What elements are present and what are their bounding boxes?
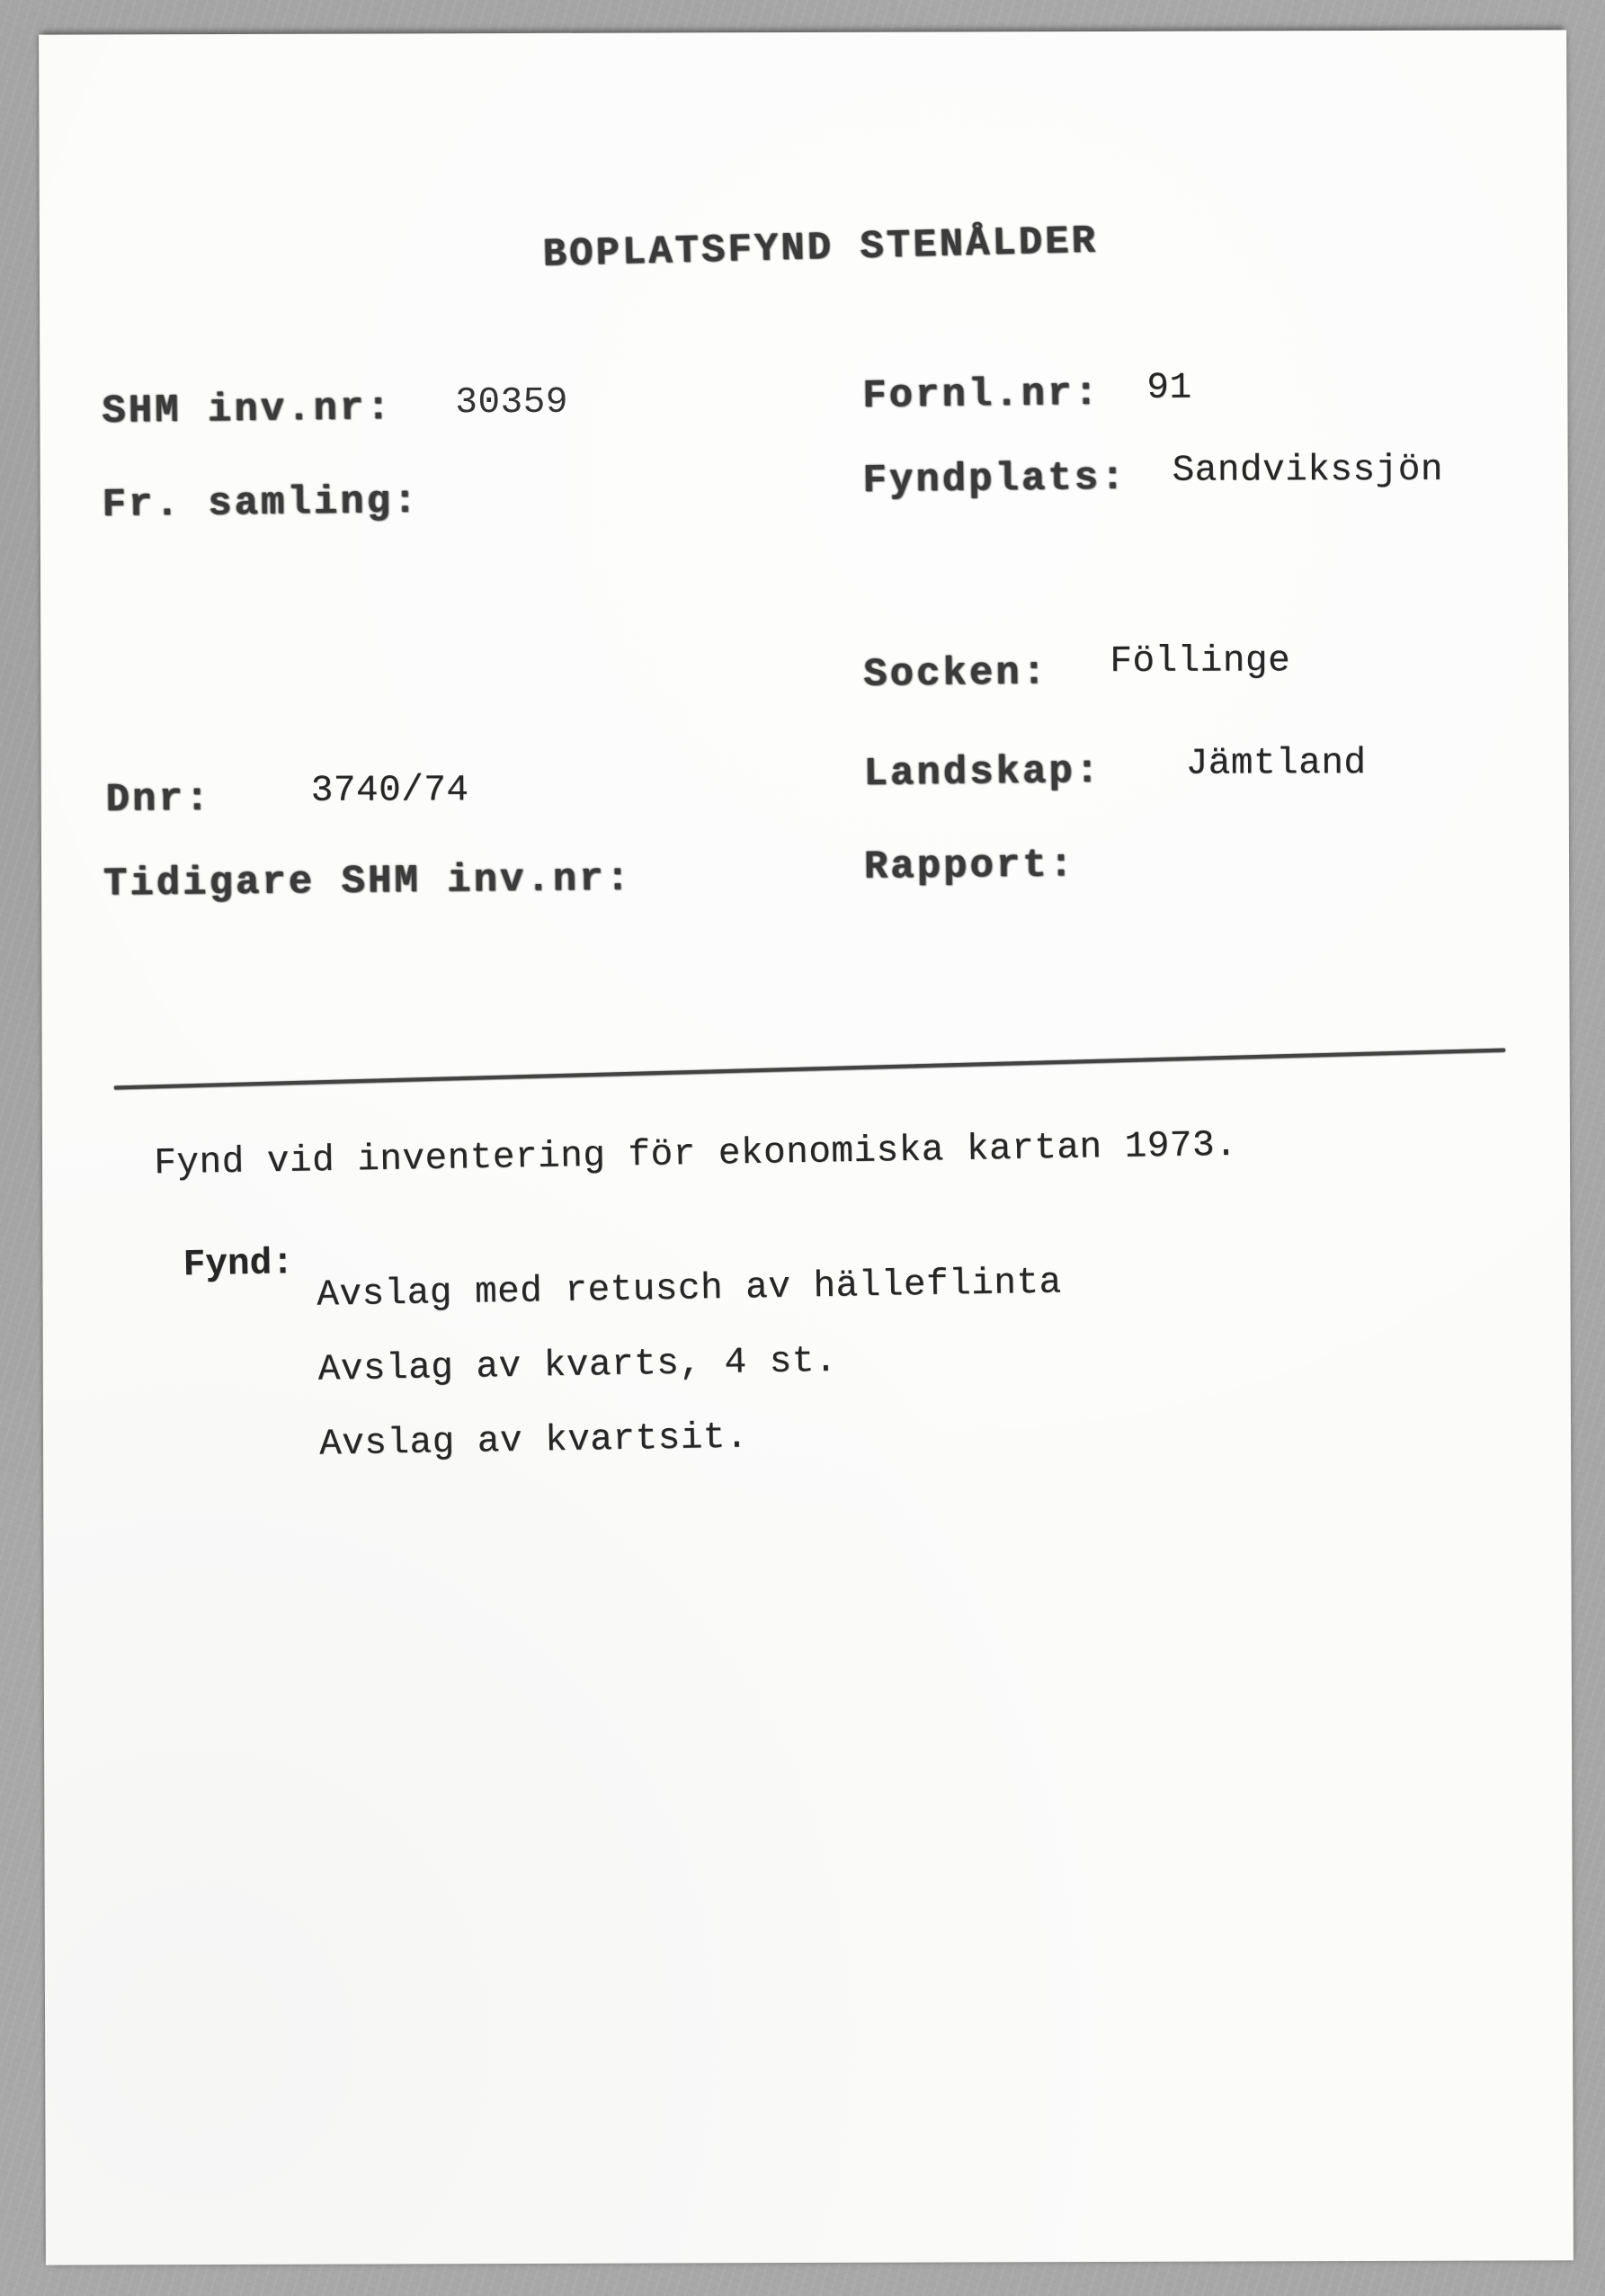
value-fyndplats: Sandvikssjön: [1172, 449, 1443, 492]
value-dnr: 3740/74: [310, 770, 469, 812]
value-shm-inv-nr: 30359: [455, 381, 569, 424]
label-shm-inv-nr: SHM inv.nr:: [102, 386, 394, 434]
fynd-list: [316, 1229, 1065, 1498]
fynd-block: [183, 1243, 1063, 1466]
label-fr-samling: Fr. samling:: [102, 478, 420, 528]
fynd-item: Avslag med retusch av hälleflinta: [316, 1262, 1063, 1317]
label-dnr: Dnr:: [105, 776, 212, 823]
value-socken: Föllinge: [1110, 640, 1291, 683]
divider-rule: [114, 1049, 1506, 1090]
notes-intro: Fynd vid inventering för ekonomiska kartan 1973.: [153, 1124, 1238, 1185]
label-fornl-nr: Fornl.nr:: [862, 371, 1101, 419]
label-landskap: Landskap:: [863, 748, 1102, 797]
value-landskap: Jämtland: [1185, 743, 1367, 785]
value-fornl-nr: 91: [1146, 367, 1192, 409]
fynd-item: Avslag av kvartsit.: [318, 1416, 749, 1466]
label-rapport: Rapport:: [863, 843, 1076, 890]
card-title: BOPLATSFYND STENÅLDER: [542, 219, 1099, 278]
label-fyndplats: Fyndplats:: [862, 455, 1128, 505]
archive-card: [39, 30, 1574, 2265]
label-tidigare-shm-inv-nr: Tidigare SHM inv.nr:: [103, 856, 633, 907]
fynd-label: Fynd:: [183, 1243, 295, 1287]
label-socken: Socken:: [863, 650, 1049, 698]
fynd-item: Avslag av kvarts, 4 st.: [317, 1340, 838, 1391]
